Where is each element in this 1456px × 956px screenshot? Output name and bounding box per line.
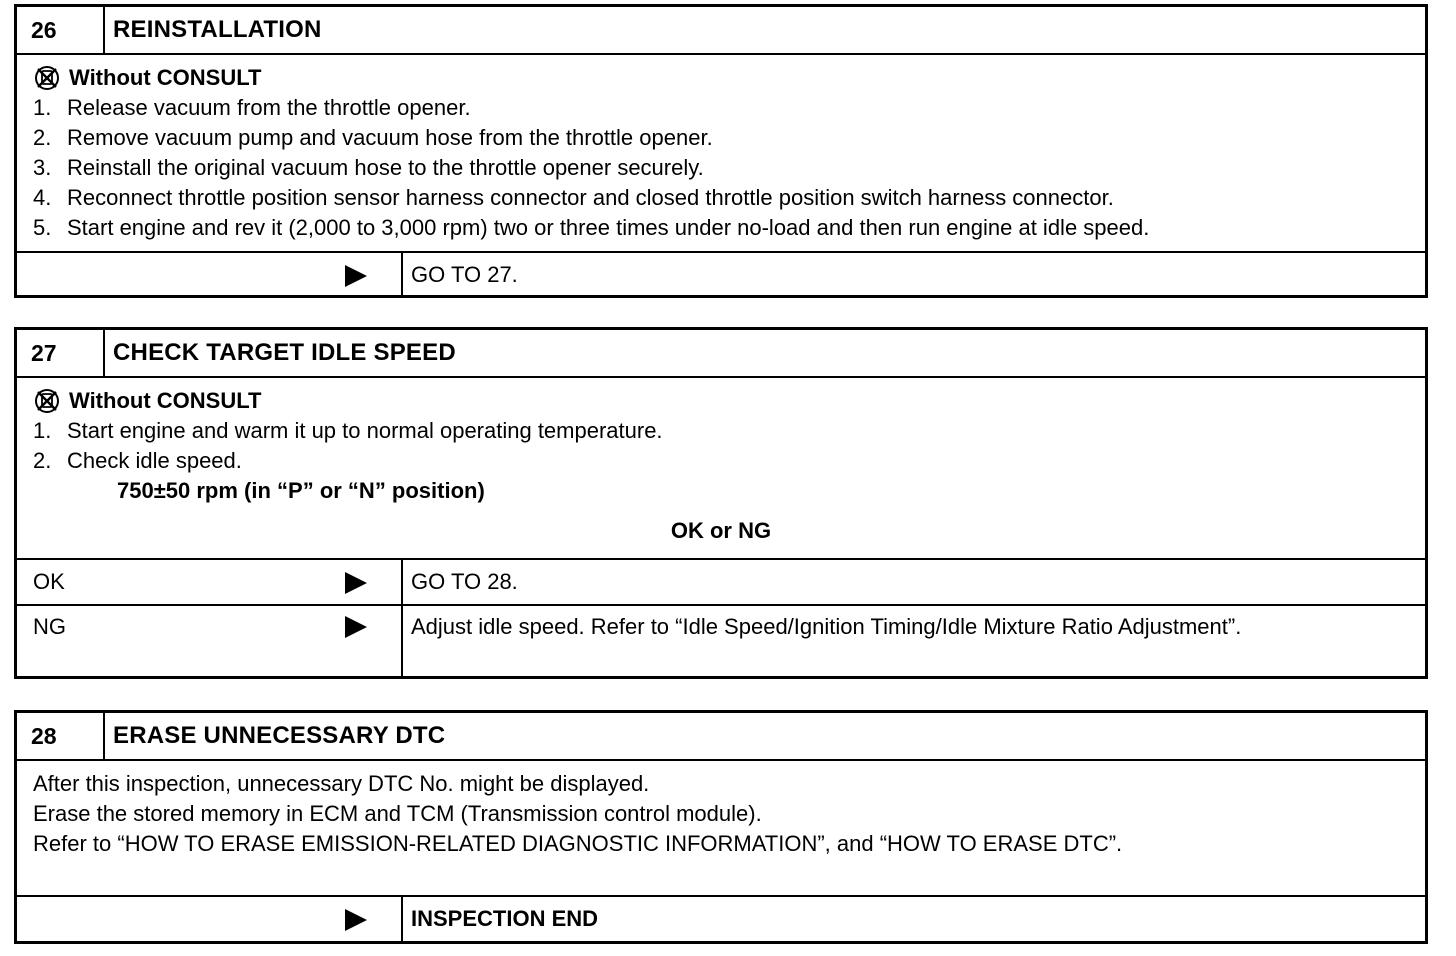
step-title: REINSTALLATION [113, 16, 322, 43]
result-condition-cell [17, 897, 403, 941]
list-item: 2. Remove vacuum pump and vacuum hose from the throttle opener. [33, 125, 713, 150]
step-number: 28 [17, 713, 105, 759]
without-consult-label: Without CONSULT [69, 65, 262, 90]
step-body [17, 378, 1425, 558]
paragraph-line: After this inspection, unnecessary DTC No. might be displayed. [33, 771, 650, 796]
result-label: OK [33, 569, 65, 594]
step-header [17, 7, 1425, 55]
idle-speed-spec: 750±50 rpm (in “P” or “N” position) [117, 478, 485, 503]
list-item: 3. Reinstall the original vacuum hose to the throttle opener securely. [33, 155, 704, 180]
result-condition-cell [17, 560, 403, 604]
result-row-ok [17, 558, 1425, 604]
result-label: NG [33, 614, 66, 639]
step-header [17, 330, 1425, 378]
arrow-right-icon [345, 909, 367, 931]
result-action: Adjust idle speed. Refer to “Idle Speed/Ignition Timing/Idle Mixture Ratio Adjustment”. [411, 614, 1242, 639]
step-28-block [14, 710, 1428, 944]
without-consult-heading [33, 386, 1409, 416]
result-action: GO TO 28. [411, 569, 518, 594]
list-item: 5. Start engine and rev it (2,000 to 3,000 rpm) two or three times under no-load and then run engine at idle speed. [33, 215, 1150, 240]
result-row-ng [17, 604, 1425, 678]
without-consult-label: Without CONSULT [69, 388, 262, 413]
step-number: 27 [17, 330, 105, 376]
arrow-right-icon [345, 616, 367, 638]
list-item: 4. Reconnect throttle position sensor harness connector and closed throttle position switch harness connector. [33, 185, 1114, 210]
step-body [17, 761, 1425, 895]
paragraph-line: Refer to “HOW TO ERASE EMISSION-RELATED DIAGNOSTIC INFORMATION”, and “HOW TO ERASE DTC”. [33, 831, 1123, 856]
without-consult-heading [33, 63, 1409, 93]
step-header [17, 713, 1425, 761]
ok-or-ng-label: OK or NG [670, 518, 772, 543]
result-row [17, 251, 1425, 297]
no-consult-icon [33, 387, 61, 415]
result-action: INSPECTION END [411, 906, 599, 931]
result-row [17, 895, 1425, 941]
list-item: 1. Start engine and warm it up to normal operating temperature. [33, 418, 663, 443]
result-action: GO TO 27. [411, 262, 518, 287]
result-condition-cell [17, 253, 403, 297]
step-title: ERASE UNNECESSARY DTC [113, 722, 446, 749]
paragraph-line: Erase the stored memory in ECM and TCM (Transmission control module). [33, 801, 762, 826]
step-number: 26 [17, 7, 105, 53]
list-item: 1. Release vacuum from the throttle opener. [33, 95, 471, 120]
step-body [17, 55, 1425, 251]
arrow-right-icon [345, 265, 367, 287]
step-27-block [14, 327, 1428, 679]
arrow-right-icon [345, 572, 367, 594]
result-condition-cell [17, 606, 403, 678]
step-title: CHECK TARGET IDLE SPEED [113, 339, 456, 366]
step-26-block [14, 4, 1428, 298]
no-consult-icon [33, 64, 61, 92]
list-item: 2. Check idle speed. [33, 448, 242, 473]
